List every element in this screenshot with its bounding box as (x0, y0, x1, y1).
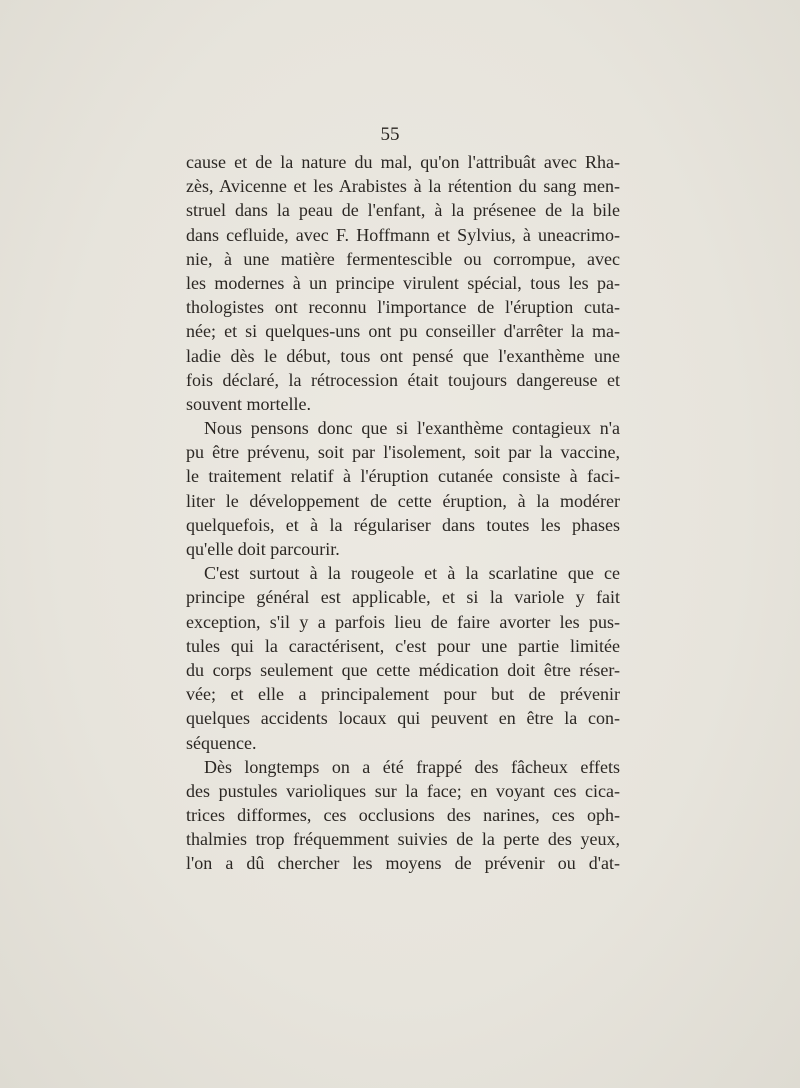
text-line: quelquefois, et à la régulariser dans toutes les phases (186, 514, 620, 535)
text-line: quelques accidents locaux qui peuvent en être la con- (186, 708, 620, 729)
body-text (186, 150, 620, 876)
text-line: ladie dès le début, tous ont pensé que l'exanthème une (186, 345, 620, 366)
text-line: principe général est applicable, et si la variole y fait (186, 587, 620, 608)
text-line: dans cefluide, avec F. Hoffmann et Sylvius, à uneacrimo- (186, 224, 620, 245)
text-line: struel dans la peau de l'enfant, à la présenee de la bile (186, 200, 620, 221)
text-line: souvent mortelle. (186, 393, 311, 414)
text-line: du corps seulement que cette médication doit être réser- (186, 659, 620, 680)
text-line: C'est surtout à la rougeole et à la scarlatine que ce (204, 563, 620, 584)
text-line: vée; et elle a principalement pour but de prévenir (186, 684, 620, 705)
text-line: thalmies trop fréquemment suivies de la perte des yeux, (186, 829, 620, 850)
text-line: née; et si quelques-uns ont pu conseiller d'arrêter la ma- (186, 321, 620, 342)
text-line: thologistes ont reconnu l'importance de l'éruption cuta- (186, 297, 620, 318)
page-number: 55 (380, 124, 400, 145)
text-line: cause et de la nature du mal, qu'on l'attribuât avec Rha- (186, 152, 620, 172)
text-line: le traitement relatif à l'éruption cutanée consiste à faci- (186, 466, 620, 487)
text-line: Nous pensons donc que si l'exanthème contagieux n'a (204, 418, 620, 439)
text-line: trices difformes, ces occlusions des narines, ces oph- (186, 805, 620, 826)
text-line: des pustules varioliques sur la face; en voyant ces cica- (186, 780, 620, 801)
text-line: liter le développement de cette éruption, à la modérer (186, 490, 620, 511)
text-line: pu être prévenu, soit par l'isolement, soit par la vaccine, (186, 442, 620, 463)
text-line: nie, à une matière fermentescible ou corrompue, avec (186, 248, 620, 269)
text-line: séquence. (186, 732, 257, 753)
text-line: tules qui la caractérisent, c'est pour une partie limitée (186, 635, 620, 656)
text-line: l'on a dû chercher les moyens de prévenir ou d'at- (186, 853, 620, 874)
text-line: Dès longtemps on a été frappé des fâcheux effets (204, 756, 620, 777)
text-line: exception, s'il y a parfois lieu de faire avorter les pus- (186, 611, 620, 632)
text-line: zès, Avicenne et les Arabistes à la rétention du sang men- (186, 176, 620, 197)
text-line: fois déclaré, la rétrocession était toujours dangereuse et (186, 369, 620, 390)
text-line: les modernes à un principe virulent spécial, tous les pa- (186, 272, 620, 293)
text-line: qu'elle doit parcourir. (186, 539, 340, 559)
